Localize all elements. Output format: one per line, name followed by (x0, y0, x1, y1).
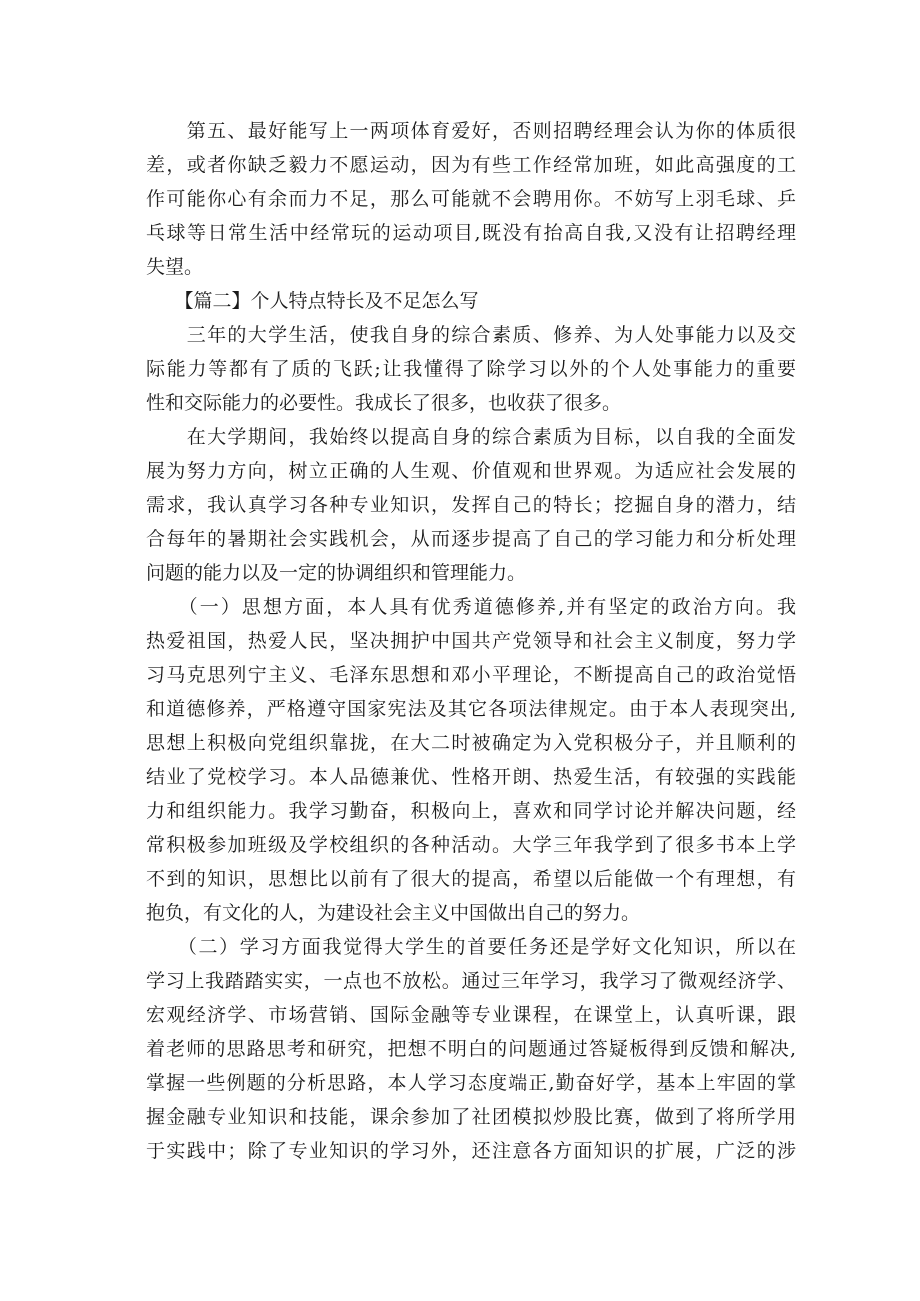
text-line: 热爱祖国，热爱人民，坚决拥护中国共产党领导和社会主义制度，努力学 (146, 630, 796, 652)
text-line: 结业了党校学习。本人品德兼优、性格开朗、热爱生活，有较强的实践能 (146, 766, 796, 788)
text-line: 于实践中；除了专业知识的学习外，还注意各方面知识的扩展，广泛的涉 (146, 1140, 796, 1162)
text-line: 乓球等日常生活中经常玩的运动项目,既没有抬高自我,又没有让招聘经理 (146, 222, 796, 244)
text-line: 第五、最好能写上一两项体育爱好，否则招聘经理会认为你的体质很 (146, 120, 796, 142)
text-line: 和道德修养，严格遵守国家宪法及其它各项法律规定。由于本人表现突出, (146, 698, 796, 720)
text-line: 学习上我踏踏实实，一点也不放松。通过三年学习，我学习了微观经济学、 (146, 970, 796, 992)
text-line: 抱负，有文化的人，为建设社会主义中国做出自己的努力。 (146, 902, 641, 924)
text-line: （一）思想方面，本人具有优秀道德修养,并有坚定的政治方向。我 (146, 596, 796, 618)
text-line: 合每年的暑期社会实践机会，从而逐步提高了自己的学习能力和分析处理 (146, 528, 796, 550)
text-line: 性和交际能力的必要性。我成长了很多，也收获了很多。 (146, 392, 622, 414)
text-line: 际能力等都有了质的飞跃;让我懂得了除学习以外的个人处事能力的重要 (146, 358, 796, 380)
text-line: 握金融专业知识和技能，课余参加了社团模拟炒股比赛，做到了将所学用 (146, 1106, 796, 1128)
text-line: 宏观经济学、市场营销、国际金融等专业课程，在课堂上，认真听课，跟 (146, 1004, 796, 1026)
text-line: 展为努力方向，树立正确的人生观、价值观和世界观。为适应社会发展的 (146, 460, 796, 482)
text-line: 在大学期间，我始终以提高自身的综合素质为目标，以自我的全面发 (146, 426, 796, 448)
text-line: 需求，我认真学习各种专业知识，发挥自己的特长；挖掘自身的潜力，结 (146, 494, 796, 516)
text-line: 三年的大学生活，使我自身的综合素质、修养、为人处事能力以及交 (146, 324, 796, 346)
text-line: （二）学习方面我觉得大学生的首要任务还是学好文化知识，所以在 (146, 936, 796, 958)
text-line: 差，或者你缺乏毅力不愿运动，因为有些工作经常加班，如此高强度的工 (146, 154, 796, 176)
text-line: 常积极参加班级及学校组织的各种活动。大学三年我学到了很多书本上学 (146, 834, 796, 856)
text-line: 失望。 (146, 256, 204, 278)
text-line: 思想上积极向党组织靠拢，在大二时被确定为入党积极分子，并且顺利的 (146, 732, 796, 754)
section-heading: 【篇二】个人特点特长及不足怎么写 (146, 290, 479, 312)
text-line: 作可能你心有余而力不足，那么可能就不会聘用你。不妨写上羽毛球、乒 (146, 188, 796, 210)
text-line: 问题的能力以及一定的协调组织和管理能力。 (146, 562, 527, 584)
text-line: 不到的知识，思想比以前有了很大的提高，希望以后能做一个有理想，有 (146, 868, 796, 890)
text-line: 掌握一些例题的分析思路，本人学习态度端正,勤奋好学，基本上牢固的掌 (146, 1072, 796, 1094)
text-line: 力和组织能力。我学习勤奋，积极向上，喜欢和同学讨论并解决问题，经 (146, 800, 796, 822)
text-line: 着老师的思路思考和研究，把想不明白的问题通过答疑板得到反馈和解决, (146, 1038, 796, 1060)
text-line: 习马克思列宁主义、毛泽东思想和邓小平理论，不断提高自己的政治觉悟 (146, 664, 796, 686)
